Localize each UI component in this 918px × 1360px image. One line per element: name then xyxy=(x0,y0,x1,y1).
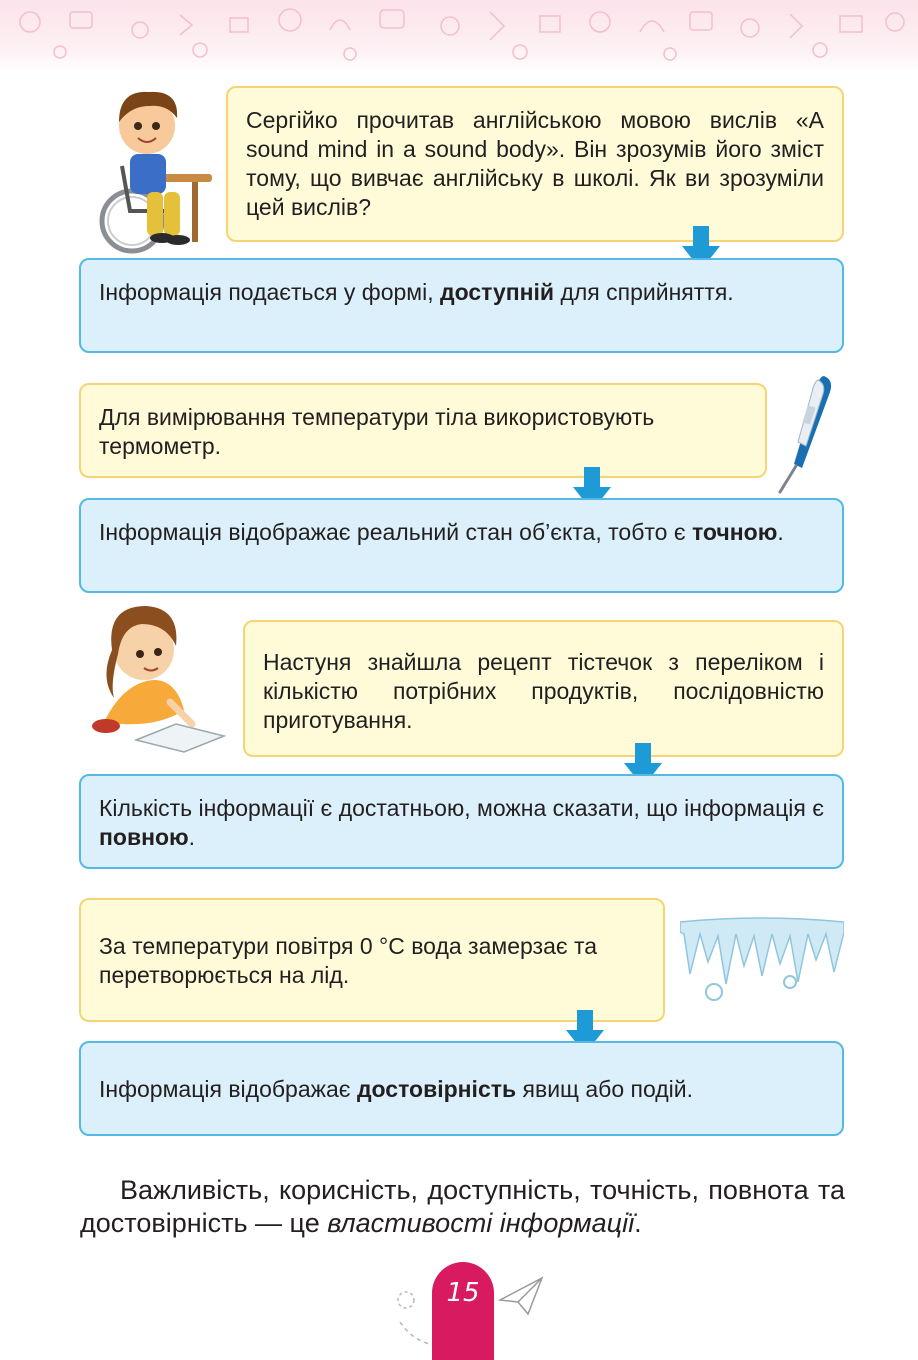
doodle-pattern xyxy=(0,0,918,72)
summary-paragraph: Важливість, корисність, доступність, точність, повнота та достовірність — це властивості інформації. xyxy=(80,1175,845,1238)
page-number: 15 xyxy=(446,1278,480,1308)
situation-text: Сергійко прочитав англійською мовою вислів «A sound mind in a sound body». Він зрозумів його зміст тому, що вивчає англійську в школі. Як ви зрозуміли цей вислів? xyxy=(246,107,824,220)
conclusion-card-2 xyxy=(79,498,844,593)
situation-card-3 xyxy=(243,620,844,757)
summary-emphasis: властивості інформації xyxy=(327,1208,635,1238)
conclusion-card-4 xyxy=(79,1041,844,1136)
conclusion-text: Інформація відображає реальний стан об’єкта, тобто є точною. xyxy=(99,519,784,545)
header-pattern xyxy=(0,0,918,72)
situation-card-2 xyxy=(79,383,767,478)
property-term: достовірність xyxy=(356,1076,517,1102)
situation-text: Настуня знайшла рецепт тістечок з переліком і кількістю потрібних продуктів, послідовністю приготування. xyxy=(263,649,824,733)
situation-text: За температури повітря 0 °С вода замерзає та перетворюється на лід. xyxy=(99,933,598,988)
page-number-tab xyxy=(432,1262,494,1360)
girl-reading-book-illustration xyxy=(84,602,234,754)
boy-in-wheelchair-illustration xyxy=(92,86,217,254)
property-term: точною xyxy=(691,519,778,545)
situation-card-1 xyxy=(226,86,844,242)
conclusion-text: Інформація відображає достовірність явищ або подій. xyxy=(99,1076,694,1102)
property-term: повною xyxy=(99,824,189,850)
situation-text: Для вимірювання температури тіла використовують термометр. xyxy=(99,404,655,459)
paper-plane-icon xyxy=(498,1276,544,1318)
icicles-illustration xyxy=(680,916,844,1008)
property-term: доступній xyxy=(439,279,555,305)
conclusion-card-1 xyxy=(79,258,844,353)
situation-card-4 xyxy=(79,898,665,1022)
thermometer-illustration xyxy=(772,368,842,498)
conclusion-text: Кількість інформації є достатньою, можна сказати, що інформація є повною. xyxy=(99,795,824,850)
conclusion-text: Інформація подається у формі, доступній для сприйняття. xyxy=(99,279,734,305)
conclusion-card-3 xyxy=(79,774,844,869)
